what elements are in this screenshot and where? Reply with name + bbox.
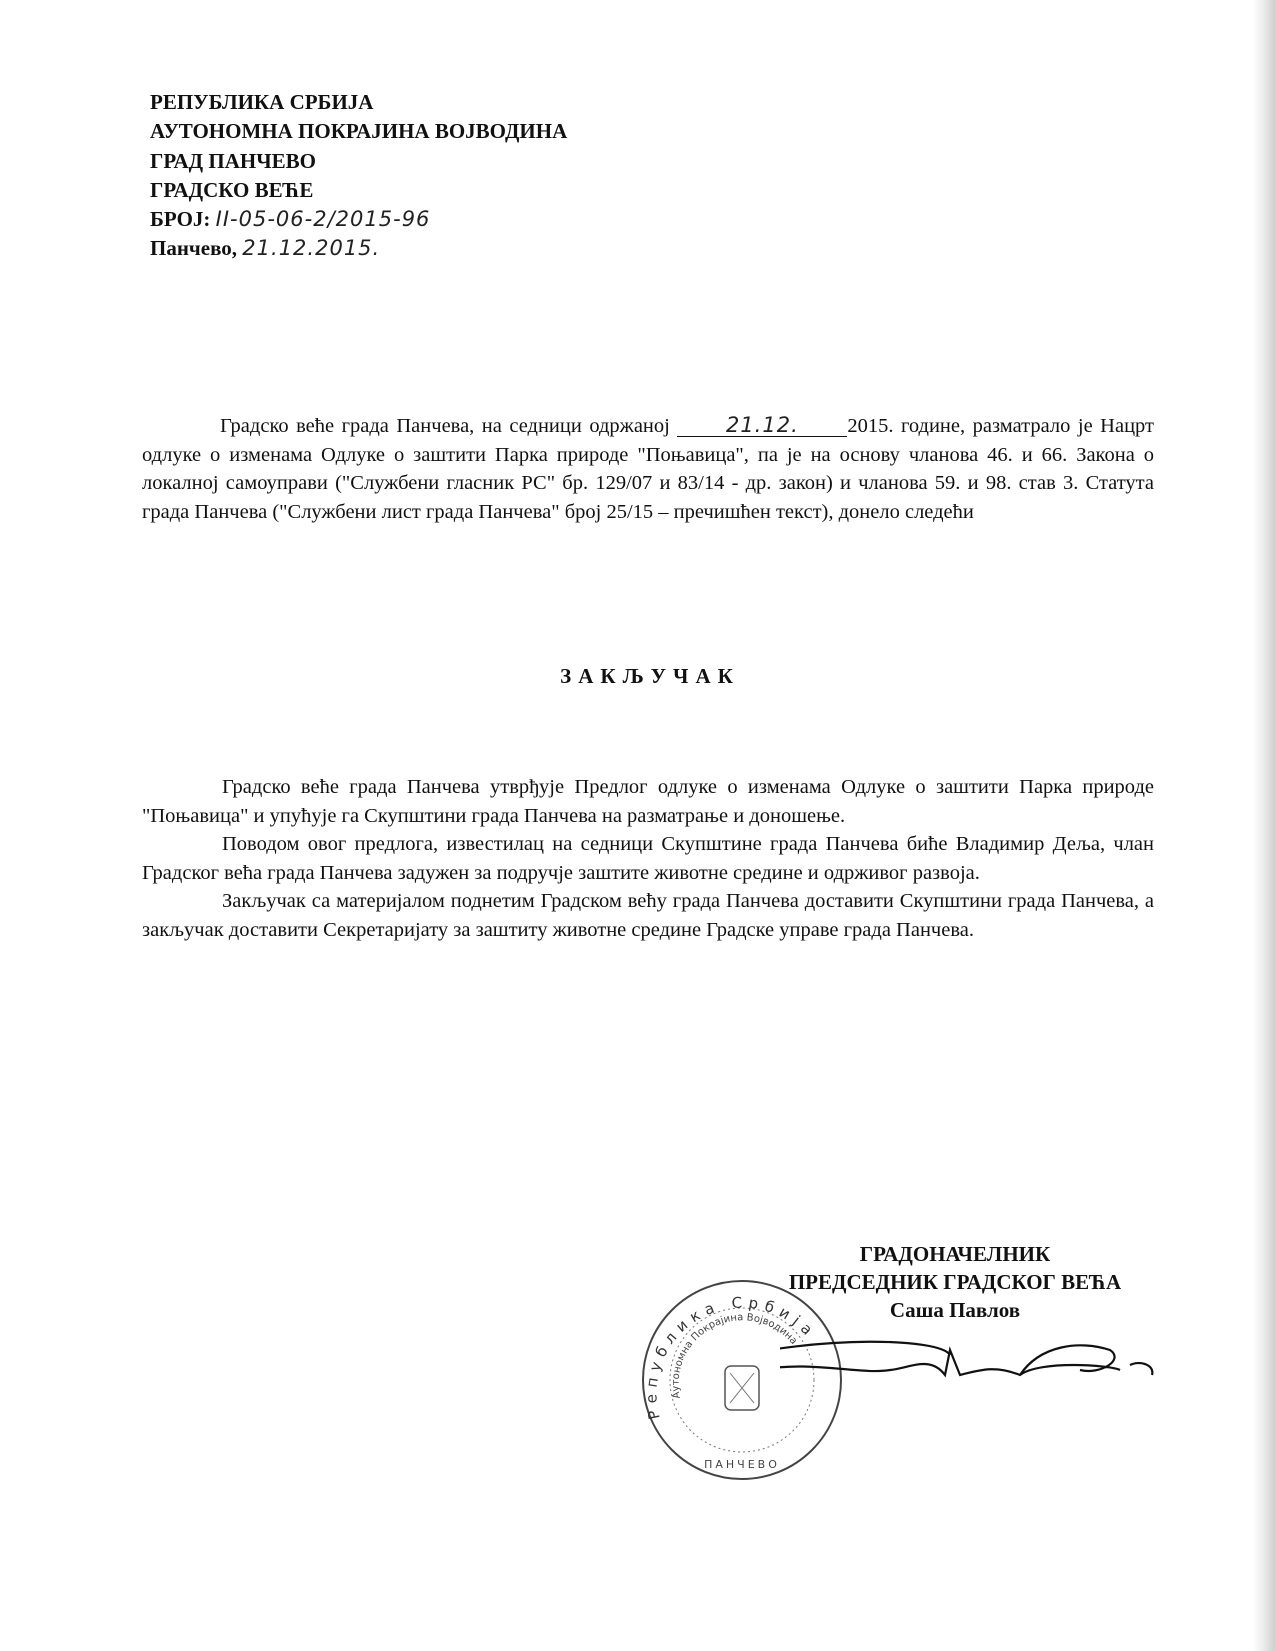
- intro-text-start: Градско веће града Панчева, на седници одржаној: [220, 415, 670, 437]
- place-label: Панчево,: [150, 236, 238, 261]
- signatory-title: ГРАДОНАЧЕЛНИК: [859, 1242, 1051, 1266]
- body-paragraph: Градско веће града Панчева утврђује Предлог одлуке о изменама Одлуке о заштити Парка природе "Поњавица" и упућује га Скупштини града Панчева на разматрање и доношење.: [142, 776, 1154, 827]
- svg-text:ПАНЧЕВО: ПАНЧЕВО: [704, 1458, 780, 1471]
- intro-text-end: 2015. године, разматрало је Нацрт одлуке о изменама Одлуке о заштити Парка природе "Поњавица", па је на основу чланова 46. и 66. Закона о локалној самоуправи ("Службени гласник РС" бр. 129/07 и 83/14 - др. закон) и чланова 59. и 98. став 3. Статута града Панчева ("Службени лист града Панчева" број 25/15 – пречишћен текст), донело следећи: [142, 415, 1154, 523]
- document-number: [150, 205, 567, 234]
- svg-text:Аутономна Покрајина Војводина: Аутономна Покрајина Војводина: [670, 1312, 800, 1400]
- letterhead: [150, 88, 567, 264]
- document-date: [150, 234, 567, 263]
- number-value: II-05-06-2/2015-96: [215, 207, 431, 232]
- letterhead-line: АУТОНОМНА ПОКРАЈИНА ВОЈВОДИНА: [150, 119, 568, 144]
- signatory-name: Саша Павлов: [889, 1298, 1021, 1322]
- svg-text:Република Србија: Република Србија: [642, 1293, 821, 1422]
- session-date: 21.12.: [677, 414, 847, 437]
- body-paragraph: Поводом овог предлога, известилац на седници Скупштине града Панчева биће Владимир Деља, члан Градског већа града Панчева задужен за подручје заштите животне средине и одрживог развоја.: [142, 833, 1154, 884]
- number-label: БРОЈ:: [150, 207, 211, 232]
- handwritten-signature-icon: [780, 1330, 1160, 1400]
- intro-paragraph: [142, 412, 1154, 526]
- conclusion-body: [142, 773, 1154, 944]
- document-title: ЗАКЉУЧАК: [560, 664, 740, 688]
- date-value: 21.12.2015.: [242, 236, 381, 261]
- body-paragraph: Закључак са материјалом поднетим Градском већу града Панчева доставити Скупштини града Панчева, а закључак доставити Секретаријату за заштиту животне средине Градске управе града Панчева.: [142, 890, 1154, 941]
- letterhead-line: РЕПУБЛИКА СРБИЈА: [150, 90, 374, 114]
- scan-page-edge: [1253, 0, 1275, 1651]
- signatory-title: ПРЕДСЕДНИК ГРАДСКОГ ВЕЋА: [788, 1270, 1122, 1294]
- letterhead-line: ГРАД ПАНЧЕВО: [150, 148, 316, 173]
- letterhead-line: ГРАДСКО ВЕЋЕ: [150, 177, 314, 202]
